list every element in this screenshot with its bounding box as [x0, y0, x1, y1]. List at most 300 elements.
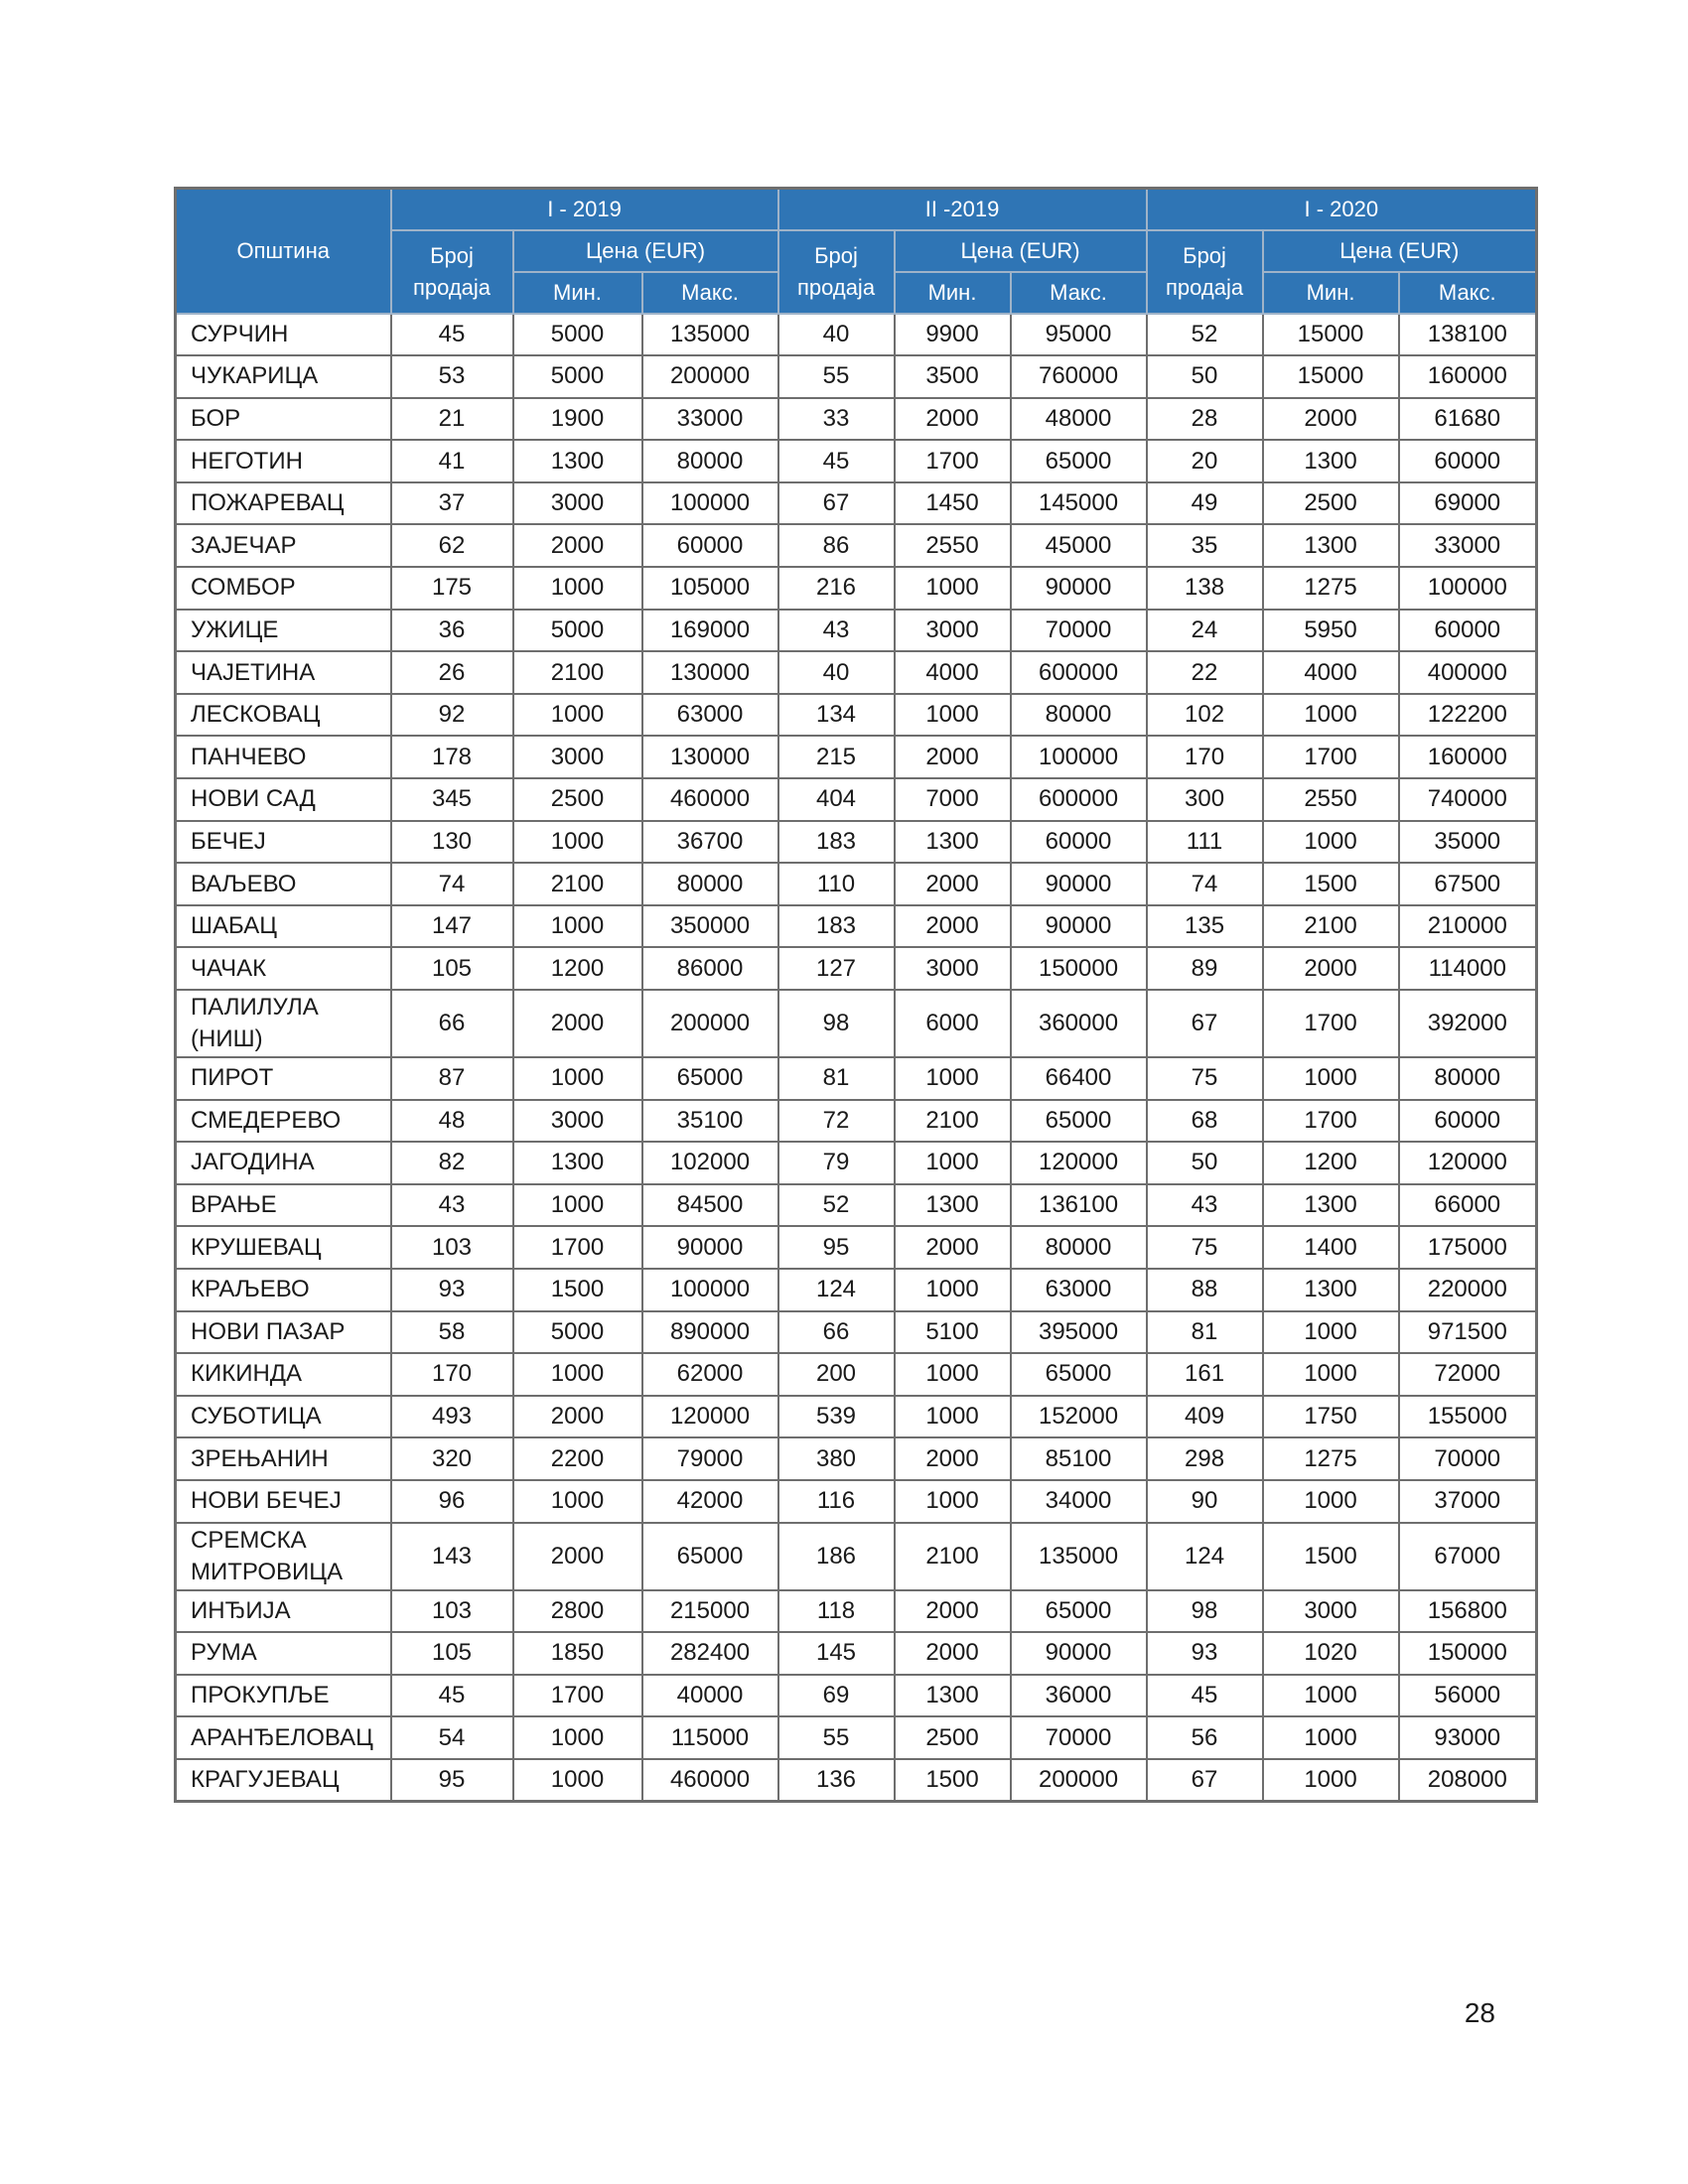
sales-count-cell: 178	[391, 736, 513, 778]
sales-count-header	[391, 230, 513, 314]
sales-count-cell: 215	[778, 736, 895, 778]
max-price-cell: 80000	[1011, 694, 1147, 737]
min-price-cell: 2000	[513, 990, 642, 1057]
max-price-cell: 145000	[1011, 482, 1147, 525]
min-price-cell: 1300	[895, 1184, 1011, 1227]
min-price-cell: 1300	[895, 1675, 1011, 1717]
min-price-cell: 1200	[513, 947, 642, 990]
max-price-cell: 61680	[1399, 398, 1537, 441]
max-price-cell: 86000	[642, 947, 778, 990]
table-row	[176, 1590, 1537, 1633]
min-price-cell: 2000	[513, 1523, 642, 1590]
max-price-cell: 90000	[1011, 567, 1147, 610]
municipality-name-line: НЕГОТИН	[191, 447, 303, 475]
max-price-cell: 62000	[642, 1353, 778, 1396]
min-price-cell: 4000	[1263, 651, 1399, 694]
sales-count-cell: 493	[391, 1396, 513, 1438]
max-price-cell: 60000	[1399, 610, 1537, 652]
min-price-cell: 2000	[895, 1632, 1011, 1675]
max-price-cell: 40000	[642, 1675, 778, 1717]
max-price-cell: 80000	[1011, 1226, 1147, 1269]
max-price-cell: 93000	[1399, 1716, 1537, 1759]
min-price-cell: 1500	[895, 1759, 1011, 1802]
max-price-cell: 130000	[642, 651, 778, 694]
table-row	[176, 736, 1537, 778]
min-price-cell: 1000	[1263, 1759, 1399, 1802]
table-row	[176, 1226, 1537, 1269]
sales-count-cell: 98	[778, 990, 895, 1057]
sales-count-cell: 54	[391, 1716, 513, 1759]
municipality-name	[176, 1716, 391, 1759]
min-price-cell: 7000	[895, 778, 1011, 821]
max-price-cell: 890000	[642, 1311, 778, 1354]
sales-count-cell: 69	[778, 1675, 895, 1717]
sales-count-cell: 21	[391, 398, 513, 441]
max-price-cell: 210000	[1399, 905, 1537, 948]
sales-count-cell: 40	[778, 314, 895, 356]
max-price-cell: 100000	[1399, 567, 1537, 610]
table-row	[176, 778, 1537, 821]
table-row	[176, 1269, 1537, 1311]
max-price-cell: 114000	[1399, 947, 1537, 990]
min-price-cell: 2000	[895, 398, 1011, 441]
sales-count-cell: 53	[391, 355, 513, 398]
municipality-name-line: ПОЖАРЕВАЦ	[191, 489, 345, 517]
sales-count-cell: 74	[1147, 863, 1263, 905]
max-price-cell: 100000	[642, 482, 778, 525]
min-price-cell: 2500	[1263, 482, 1399, 525]
max-price-cell: 85100	[1011, 1437, 1147, 1480]
min-price-cell: 2100	[513, 863, 642, 905]
min-price-cell: 1500	[513, 1269, 642, 1311]
max-price-cell: 150000	[1011, 947, 1147, 990]
sales-count-cell: 45	[391, 1675, 513, 1717]
min-price-header: Мин.	[1263, 272, 1399, 314]
max-price-cell: 100000	[1011, 736, 1147, 778]
max-price-cell: 208000	[1399, 1759, 1537, 1802]
min-price-cell: 3000	[895, 610, 1011, 652]
sales-count-cell: 43	[1147, 1184, 1263, 1227]
table-row	[176, 905, 1537, 948]
table-row	[176, 1057, 1537, 1100]
max-price-cell: 200000	[642, 355, 778, 398]
municipality-name-line: НОВИ БЕЧЕЈ	[191, 1487, 342, 1515]
min-price-cell: 3000	[1263, 1590, 1399, 1633]
sales-count-cell: 98	[1147, 1590, 1263, 1633]
max-price-cell: 460000	[642, 778, 778, 821]
min-price-cell: 2000	[895, 1437, 1011, 1480]
min-price-cell: 3000	[513, 1100, 642, 1143]
max-price-cell: 200000	[642, 990, 778, 1057]
max-price-cell: 215000	[642, 1590, 778, 1633]
max-price-cell: 84500	[642, 1184, 778, 1227]
sales-count-cell: 68	[1147, 1100, 1263, 1143]
min-price-cell: 2100	[895, 1100, 1011, 1143]
min-price-cell: 2000	[895, 905, 1011, 948]
sales-count-cell: 75	[1147, 1226, 1263, 1269]
min-price-cell: 1275	[1263, 1437, 1399, 1480]
max-price-cell: 63000	[1011, 1269, 1147, 1311]
sales-count-cell: 127	[778, 947, 895, 990]
municipality-name	[176, 1353, 391, 1396]
table-row	[176, 1759, 1537, 1802]
municipality-name-line: ВРАЊЕ	[191, 1191, 277, 1219]
municipality-name-line: СУРЧИН	[191, 320, 289, 347]
table-row	[176, 482, 1537, 525]
min-price-cell: 1300	[513, 440, 642, 482]
max-price-cell: 79000	[642, 1437, 778, 1480]
sales-count-cell: 50	[1147, 355, 1263, 398]
municipality-name	[176, 567, 391, 610]
period-header: II -2019	[778, 189, 1147, 230]
min-price-cell: 5950	[1263, 610, 1399, 652]
sales-count-cell: 320	[391, 1437, 513, 1480]
municipality-name-line: ПРОКУПЉЕ	[191, 1682, 330, 1709]
municipality-name-line: БОР	[191, 404, 241, 432]
max-price-cell: 160000	[1399, 355, 1537, 398]
min-price-cell: 2000	[513, 1396, 642, 1438]
table-row	[176, 398, 1537, 441]
municipality-name	[176, 821, 391, 864]
municipality-name	[176, 947, 391, 990]
table-row	[176, 1675, 1537, 1717]
sales-count-cell: 183	[778, 821, 895, 864]
municipality-name	[176, 651, 391, 694]
max-price-cell: 600000	[1011, 651, 1147, 694]
min-price-cell: 1500	[1263, 863, 1399, 905]
sales-count-cell: 298	[1147, 1437, 1263, 1480]
sales-count-cell: 136	[778, 1759, 895, 1802]
table-row	[176, 1480, 1537, 1523]
max-price-cell: 156800	[1399, 1590, 1537, 1633]
municipality-name	[176, 524, 391, 567]
min-price-cell: 1000	[1263, 694, 1399, 737]
min-price-cell: 1900	[513, 398, 642, 441]
municipality-name	[176, 905, 391, 948]
sales-count-cell: 36	[391, 610, 513, 652]
min-price-cell: 1000	[895, 1142, 1011, 1184]
municipality-name	[176, 1632, 391, 1675]
max-price-cell: 60000	[1399, 1100, 1537, 1143]
max-price-cell: 65000	[1011, 1590, 1147, 1633]
sales-count-cell: 55	[778, 1716, 895, 1759]
min-price-cell: 3000	[895, 947, 1011, 990]
sales-count-cell: 380	[778, 1437, 895, 1480]
max-price-cell: 460000	[642, 1759, 778, 1802]
min-price-cell: 2000	[895, 1590, 1011, 1633]
table-row	[176, 1716, 1537, 1759]
min-price-cell: 2200	[513, 1437, 642, 1480]
sales-count-cell: 145	[778, 1632, 895, 1675]
table-row	[176, 651, 1537, 694]
sales-count-cell: 28	[1147, 398, 1263, 441]
min-price-cell: 1300	[1263, 440, 1399, 482]
max-price-cell: 740000	[1399, 778, 1537, 821]
sales-count-cell: 93	[1147, 1632, 1263, 1675]
municipality-name	[176, 610, 391, 652]
min-price-cell: 15000	[1263, 355, 1399, 398]
municipality-name-line: НОВИ САД	[191, 785, 316, 813]
min-price-cell: 5000	[513, 314, 642, 356]
min-price-cell: 2000	[895, 863, 1011, 905]
municipality-name-line: АРАНЂЕЛОВАЦ	[191, 1723, 373, 1751]
max-price-cell: 70000	[1011, 610, 1147, 652]
min-price-cell: 2000	[895, 736, 1011, 778]
municipality-name-line: ЧУКАРИЦА	[191, 362, 319, 390]
sales-count-cell: 300	[1147, 778, 1263, 821]
table-row	[176, 567, 1537, 610]
min-price-cell: 1500	[1263, 1523, 1399, 1590]
table-row	[176, 1353, 1537, 1396]
sales-count-cell: 72	[778, 1100, 895, 1143]
max-price-cell: 360000	[1011, 990, 1147, 1057]
municipality-sales-table	[174, 187, 1538, 1803]
municipality-name-line: ЈАГОДИНА	[191, 1149, 315, 1176]
max-price-cell: 65000	[642, 1057, 778, 1100]
municipality-name-line: ЧАЈЕТИНА	[191, 658, 316, 686]
max-price-cell: 34000	[1011, 1480, 1147, 1523]
municipality-name	[176, 1057, 391, 1100]
sales-count-cell: 90	[1147, 1480, 1263, 1523]
sales-count-cell: 345	[391, 778, 513, 821]
max-price-cell: 45000	[1011, 524, 1147, 567]
sales-count-cell: 87	[391, 1057, 513, 1100]
max-price-cell: 65000	[1011, 440, 1147, 482]
sales-count-cell: 62	[391, 524, 513, 567]
sales-count-cell: 95	[778, 1226, 895, 1269]
municipality-name-line: КРАГУЈЕВАЦ	[191, 1765, 340, 1793]
sales-count-cell: 95	[391, 1759, 513, 1802]
min-price-cell: 1000	[513, 1759, 642, 1802]
table-row	[176, 1100, 1537, 1143]
max-price-cell: 37000	[1399, 1480, 1537, 1523]
sales-count-header-line2: продаја	[796, 274, 876, 300]
max-price-cell: 65000	[1011, 1353, 1147, 1396]
municipality-name	[176, 990, 391, 1057]
municipality-name-line: ИНЂИЈА	[191, 1596, 291, 1624]
max-price-cell: 42000	[642, 1480, 778, 1523]
max-price-cell: 66000	[1399, 1184, 1537, 1227]
table-row	[176, 1184, 1537, 1227]
max-price-cell: 760000	[1011, 355, 1147, 398]
min-price-cell: 1400	[1263, 1226, 1399, 1269]
max-price-cell: 33000	[642, 398, 778, 441]
max-price-cell: 200000	[1011, 1759, 1147, 1802]
min-price-cell: 1000	[513, 567, 642, 610]
min-price-header: Мин.	[513, 272, 642, 314]
municipality-name-line: КРУШЕВАЦ	[191, 1233, 322, 1261]
min-price-cell: 1000	[513, 821, 642, 864]
min-price-cell: 2000	[513, 524, 642, 567]
min-price-cell: 1000	[895, 1396, 1011, 1438]
max-price-cell: 65000	[642, 1523, 778, 1590]
sales-count-cell: 67	[1147, 1759, 1263, 1802]
min-price-cell: 1700	[513, 1226, 642, 1269]
table-row	[176, 314, 1537, 356]
sales-count-cell: 55	[778, 355, 895, 398]
sales-count-cell: 103	[391, 1590, 513, 1633]
max-price-cell: 135000	[642, 314, 778, 356]
sales-count-cell: 404	[778, 778, 895, 821]
municipality-name-line: ЗАЈЕЧАР	[191, 531, 297, 559]
municipality-name-line: НОВИ ПАЗАР	[191, 1317, 346, 1345]
min-price-cell: 5000	[513, 1311, 642, 1354]
period-header: I - 2019	[391, 189, 778, 230]
max-price-cell: 155000	[1399, 1396, 1537, 1438]
municipality-name-line: КИКИНДА	[191, 1360, 303, 1388]
sales-count-cell: 33	[778, 398, 895, 441]
municipality-name-line: ЗРЕЊАНИН	[191, 1444, 329, 1472]
max-price-cell: 56000	[1399, 1675, 1537, 1717]
sales-count-cell: 81	[778, 1057, 895, 1100]
sales-count-cell: 67	[1147, 990, 1263, 1057]
min-price-cell: 1700	[513, 1675, 642, 1717]
sales-count-cell: 79	[778, 1142, 895, 1184]
max-price-cell: 36000	[1011, 1675, 1147, 1717]
municipality-name-line: БЕЧЕЈ	[191, 827, 266, 855]
min-price-cell: 2100	[1263, 905, 1399, 948]
sales-count-cell: 24	[1147, 610, 1263, 652]
min-price-cell: 1000	[513, 1716, 642, 1759]
table-row	[176, 1523, 1537, 1590]
sales-count-cell: 134	[778, 694, 895, 737]
max-price-header: Макс.	[642, 272, 778, 314]
sales-count-cell: 45	[391, 314, 513, 356]
sales-count-cell: 88	[1147, 1269, 1263, 1311]
max-price-cell: 36700	[642, 821, 778, 864]
min-price-cell: 1000	[895, 1269, 1011, 1311]
max-price-cell: 136100	[1011, 1184, 1147, 1227]
min-price-cell: 1750	[1263, 1396, 1399, 1438]
sales-count-cell: 43	[391, 1184, 513, 1227]
max-price-cell: 67000	[1399, 1523, 1537, 1590]
min-price-cell: 1000	[895, 1057, 1011, 1100]
sales-count-cell: 50	[1147, 1142, 1263, 1184]
min-price-cell: 1000	[513, 1184, 642, 1227]
min-price-cell: 1000	[1263, 1311, 1399, 1354]
sales-count-header-line1: Број	[430, 242, 474, 268]
min-price-cell: 2500	[895, 1716, 1011, 1759]
min-price-cell: 3000	[513, 736, 642, 778]
municipality-name-line: ПИРОТ	[191, 1064, 274, 1092]
max-price-cell: 70000	[1011, 1716, 1147, 1759]
max-price-cell: 48000	[1011, 398, 1147, 441]
sales-count-cell: 37	[391, 482, 513, 525]
table-row	[176, 947, 1537, 990]
municipality-name-line: ШАБАЦ	[191, 912, 277, 940]
sales-count-cell: 75	[1147, 1057, 1263, 1100]
sales-count-cell: 89	[1147, 947, 1263, 990]
sales-count-cell: 41	[391, 440, 513, 482]
sales-count-cell: 81	[1147, 1311, 1263, 1354]
sales-count-header	[778, 230, 895, 314]
municipality-name-line: КРАЉЕВО	[191, 1276, 310, 1303]
min-price-cell: 5100	[895, 1311, 1011, 1354]
min-price-cell: 1000	[513, 1480, 642, 1523]
municipality-header: Општина	[176, 189, 391, 314]
sales-count-cell: 124	[1147, 1523, 1263, 1590]
min-price-cell: 1300	[1263, 1184, 1399, 1227]
max-price-cell: 105000	[642, 567, 778, 610]
max-price-cell: 130000	[642, 736, 778, 778]
max-price-cell: 67500	[1399, 863, 1537, 905]
min-price-cell: 1000	[895, 567, 1011, 610]
max-price-cell: 80000	[1399, 1057, 1537, 1100]
municipality-name	[176, 1100, 391, 1143]
max-price-cell: 600000	[1011, 778, 1147, 821]
max-price-cell: 100000	[642, 1269, 778, 1311]
min-price-cell: 1000	[513, 1353, 642, 1396]
max-price-cell: 400000	[1399, 651, 1537, 694]
municipality-name-line: ПАЛИЛУЛА	[191, 994, 319, 1021]
min-price-cell: 2550	[1263, 778, 1399, 821]
max-price-cell: 220000	[1399, 1269, 1537, 1311]
sales-count-cell: 45	[1147, 1675, 1263, 1717]
max-price-cell: 175000	[1399, 1226, 1537, 1269]
min-price-cell: 1200	[1263, 1142, 1399, 1184]
municipality-name	[176, 314, 391, 356]
sales-count-cell: 161	[1147, 1353, 1263, 1396]
sales-count-cell: 48	[391, 1100, 513, 1143]
sales-count-cell: 103	[391, 1226, 513, 1269]
table-row	[176, 610, 1537, 652]
min-price-cell: 1000	[1263, 1057, 1399, 1100]
min-price-cell: 1000	[895, 694, 1011, 737]
max-price-cell: 120000	[1011, 1142, 1147, 1184]
min-price-cell: 1700	[895, 440, 1011, 482]
min-price-cell: 1300	[1263, 524, 1399, 567]
sales-count-cell: 186	[778, 1523, 895, 1590]
sales-count-cell: 170	[391, 1353, 513, 1396]
min-price-cell: 1000	[1263, 1675, 1399, 1717]
sales-count-cell: 56	[1147, 1716, 1263, 1759]
sales-count-cell: 105	[391, 1632, 513, 1675]
max-price-cell: 66400	[1011, 1057, 1147, 1100]
sales-count-cell: 58	[391, 1311, 513, 1354]
municipality-name-line: СУБОТИЦА	[191, 1403, 322, 1431]
municipality-name	[176, 398, 391, 441]
min-price-cell: 2100	[895, 1523, 1011, 1590]
table-row	[176, 355, 1537, 398]
municipality-name-line: РУМА	[191, 1639, 257, 1667]
max-price-cell: 72000	[1399, 1353, 1537, 1396]
min-price-cell: 1020	[1263, 1632, 1399, 1675]
table-row	[176, 440, 1537, 482]
municipality-name-line: УЖИЦЕ	[191, 615, 279, 643]
municipality-name-line: ЧАЧАК	[191, 954, 267, 982]
min-price-cell: 2100	[513, 651, 642, 694]
min-price-cell: 1300	[895, 821, 1011, 864]
min-price-cell: 3500	[895, 355, 1011, 398]
min-price-cell: 9900	[895, 314, 1011, 356]
min-price-cell: 2000	[1263, 398, 1399, 441]
sales-count-cell: 52	[778, 1184, 895, 1227]
min-price-cell: 5000	[513, 610, 642, 652]
min-price-cell: 1300	[1263, 1269, 1399, 1311]
max-price-cell: 282400	[642, 1632, 778, 1675]
max-price-cell: 169000	[642, 610, 778, 652]
min-price-cell: 1275	[1263, 567, 1399, 610]
municipality-name	[176, 778, 391, 821]
table-row	[176, 524, 1537, 567]
municipality-name	[176, 1523, 391, 1590]
sales-count-cell: 96	[391, 1480, 513, 1523]
sales-count-cell: 102	[1147, 694, 1263, 737]
sales-count-cell: 183	[778, 905, 895, 948]
max-price-cell: 60000	[1399, 440, 1537, 482]
min-price-cell: 1000	[513, 694, 642, 737]
municipality-name-line: СОМБОР	[191, 574, 296, 602]
